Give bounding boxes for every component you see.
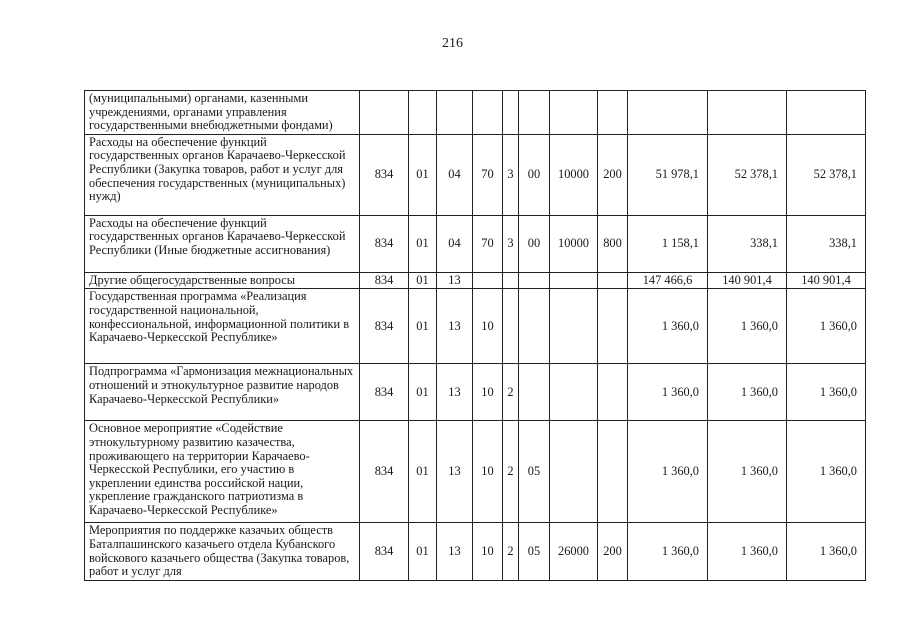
amount-year-2: 1 360,0 [708, 289, 787, 364]
table-row [85, 364, 866, 421]
expense-type-code [598, 272, 628, 289]
event-code [519, 272, 550, 289]
expense-type-code [598, 364, 628, 421]
amount-year-2: 52 378,1 [708, 134, 787, 215]
event-code: 05 [519, 523, 550, 580]
budget-table [84, 90, 866, 581]
amount-year-2: 1 360,0 [708, 523, 787, 580]
row-name: Подпрограмма «Гармонизация межнациональных отношений и этнокультурное развитие народов Карачаево-Черкесской Республики» [85, 364, 360, 421]
row-name: Государственная программа «Реализация государственной национальной, конфессиональной, информационной политики в Карачаево-Черкесской Республике» [85, 289, 360, 364]
event-code [519, 364, 550, 421]
table-row [85, 523, 866, 580]
amount-year-3 [787, 91, 866, 135]
subsection-code: 13 [437, 421, 473, 523]
program-code: 10 [473, 523, 503, 580]
subsection-code: 13 [437, 289, 473, 364]
program-code: 10 [473, 364, 503, 421]
ministry-code: 834 [360, 215, 409, 272]
expense-type-code [598, 289, 628, 364]
subprogram-code [503, 289, 519, 364]
program-code: 70 [473, 134, 503, 215]
direction-code [550, 289, 598, 364]
program-code [473, 91, 503, 135]
table-row [85, 134, 866, 215]
ministry-code: 834 [360, 272, 409, 289]
amount-year-3: 52 378,1 [787, 134, 866, 215]
program-code: 10 [473, 289, 503, 364]
section-code: 01 [409, 215, 437, 272]
amount-year-3: 1 360,0 [787, 523, 866, 580]
amount-year-1: 51 978,1 [628, 134, 708, 215]
event-code [519, 91, 550, 135]
table-row [85, 272, 866, 289]
table-row [85, 421, 866, 523]
event-code: 00 [519, 215, 550, 272]
amount-year-1: 1 360,0 [628, 421, 708, 523]
ministry-code: 834 [360, 421, 409, 523]
direction-code: 10000 [550, 134, 598, 215]
row-name: Расходы на обеспечение функций государственных органов Карачаево-Черкесской Республики (Иные бюджетные ассигнования) [85, 215, 360, 272]
expense-type-code: 800 [598, 215, 628, 272]
expense-type-code [598, 421, 628, 523]
subsection-code: 13 [437, 364, 473, 421]
section-code [409, 91, 437, 135]
subprogram-code: 2 [503, 364, 519, 421]
amount-year-2: 338,1 [708, 215, 787, 272]
subprogram-code [503, 272, 519, 289]
amount-year-1: 1 360,0 [628, 364, 708, 421]
subprogram-code: 2 [503, 421, 519, 523]
program-code: 70 [473, 215, 503, 272]
event-code: 00 [519, 134, 550, 215]
direction-code [550, 421, 598, 523]
page-number: 216 [442, 36, 463, 51]
section-code: 01 [409, 421, 437, 523]
table-row [85, 289, 866, 364]
program-code [473, 272, 503, 289]
subprogram-code: 3 [503, 134, 519, 215]
ministry-code [360, 91, 409, 135]
row-name: Мероприятия по поддержке казачьих обществ Баталпашинского казачьего отдела Кубанского войскового казачьего общества (Закупка товаров, работ и услуг для [85, 523, 360, 580]
amount-year-1: 1 158,1 [628, 215, 708, 272]
direction-code [550, 364, 598, 421]
subsection-code [437, 91, 473, 135]
section-code: 01 [409, 289, 437, 364]
ministry-code: 834 [360, 134, 409, 215]
amount-year-2 [708, 91, 787, 135]
subsection-code: 13 [437, 272, 473, 289]
direction-code: 10000 [550, 215, 598, 272]
section-code: 01 [409, 364, 437, 421]
program-code: 10 [473, 421, 503, 523]
section-code: 01 [409, 523, 437, 580]
direction-code [550, 272, 598, 289]
table-row [85, 91, 866, 135]
amount-year-2: 140 901,4 [708, 272, 787, 289]
event-code: 05 [519, 421, 550, 523]
subsection-code: 04 [437, 215, 473, 272]
amount-year-3: 1 360,0 [787, 364, 866, 421]
table-row [85, 215, 866, 272]
subsection-code: 04 [437, 134, 473, 215]
amount-year-1: 1 360,0 [628, 289, 708, 364]
ministry-code: 834 [360, 523, 409, 580]
ministry-code: 834 [360, 364, 409, 421]
event-code [519, 289, 550, 364]
section-code: 01 [409, 134, 437, 215]
amount-year-2: 1 360,0 [708, 421, 787, 523]
row-name: Другие общегосударственные вопросы [85, 272, 360, 289]
subprogram-code: 2 [503, 523, 519, 580]
section-code: 01 [409, 272, 437, 289]
amount-year-3: 1 360,0 [787, 421, 866, 523]
row-name: Расходы на обеспечение функций государственных органов Карачаево-Черкесской Республики (Закупка товаров, работ и услуг для обеспечения государственных (муниципальных) нужд) [85, 134, 360, 215]
amount-year-3: 1 360,0 [787, 289, 866, 364]
amount-year-1: 1 360,0 [628, 523, 708, 580]
subsection-code: 13 [437, 523, 473, 580]
amount-year-1 [628, 91, 708, 135]
expense-type-code [598, 91, 628, 135]
expense-type-code: 200 [598, 523, 628, 580]
amount-year-1: 147 466,6 [628, 272, 708, 289]
subprogram-code: 3 [503, 215, 519, 272]
row-name: (муниципальными) органами, казенными учреждениями, органами управления государственными внебюджетными фондами) [85, 91, 360, 135]
amount-year-3: 140 901,4 [787, 272, 866, 289]
amount-year-3: 338,1 [787, 215, 866, 272]
row-name: Основное мероприятие «Содействие этнокультурному развитию казачества, проживающего на территории Карачаево-Черкесской Республики, его участию в укреплении единства российской нации, укрепление гражданского патриотизма в Карачаево-Черкесской Республике» [85, 421, 360, 523]
ministry-code: 834 [360, 289, 409, 364]
subprogram-code [503, 91, 519, 135]
direction-code [550, 91, 598, 135]
amount-year-2: 1 360,0 [708, 364, 787, 421]
expense-type-code: 200 [598, 134, 628, 215]
direction-code: 26000 [550, 523, 598, 580]
